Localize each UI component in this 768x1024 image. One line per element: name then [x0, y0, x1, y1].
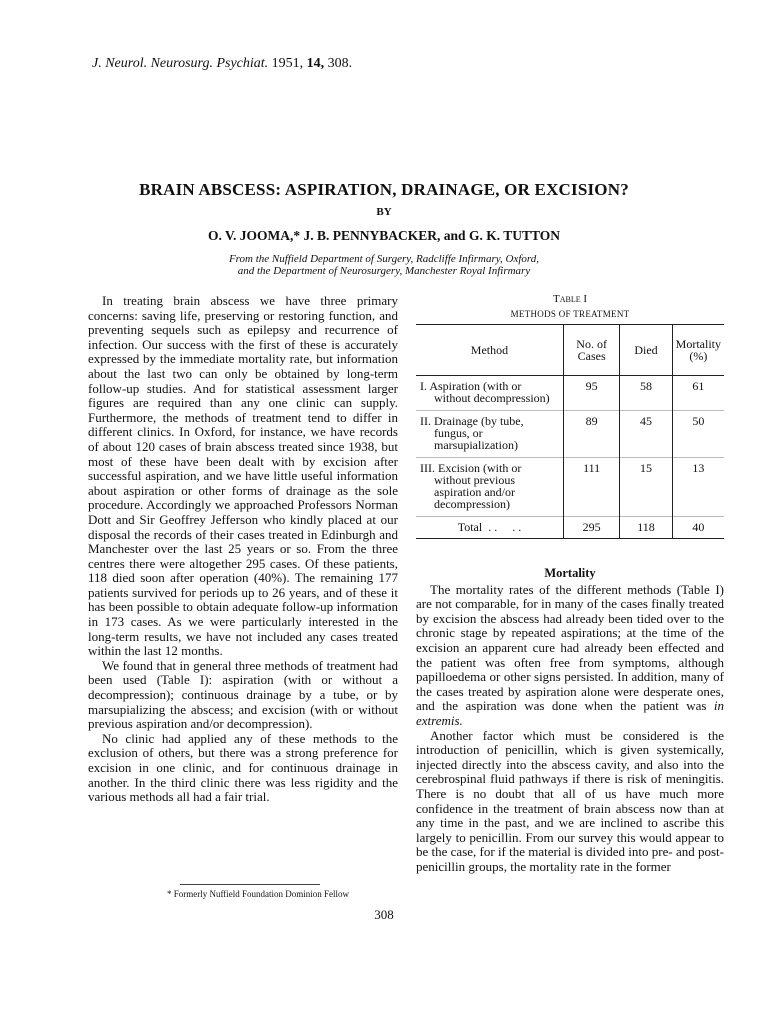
treatment-table [416, 324, 724, 539]
total-label: Total . . . . [457, 520, 522, 534]
row-died: 58 [620, 376, 672, 411]
total-died: 118 [620, 517, 672, 539]
footnote-divider [180, 884, 320, 885]
row-cases: 111 [563, 458, 619, 517]
table-row [416, 411, 724, 458]
row-method: II. Drainage (by tube, fungus, or marsupialization) [420, 414, 524, 452]
affiliation-line-1: From the Nuffield Department of Surgery, Radcliffe Infirmary, Oxford, [228, 253, 540, 265]
header-died: Died [620, 325, 672, 376]
table-total-row [416, 517, 724, 539]
table-subcaption: METHODS OF TREATMENT [510, 309, 630, 319]
right-column [416, 566, 724, 874]
paragraph [416, 583, 724, 729]
row-died: 45 [620, 411, 672, 458]
left-column [88, 294, 398, 805]
journal-name: J. Neurol. Neurosurg. Psychiat. [92, 56, 269, 71]
row-mortality: 61 [672, 376, 724, 411]
section-heading: Mortality [544, 566, 596, 580]
paragraph: No clinic had applied any of these methods to the exclusion of others, but there was a strong preference for excision in one clinic, and for continuous drainage in another. In the third clinic there was less rigidity and the various methods all had a fair trial. [88, 730, 398, 805]
row-died: 15 [620, 458, 672, 517]
authors: O. V. JOOMA,* J. B. PENNYBACKER, and G. K. TUTTON [208, 228, 560, 243]
journal-volume: 14, [306, 56, 325, 71]
row-method: I. Aspiration (with or without decompression) [420, 379, 550, 405]
journal-year: 1951, [271, 56, 304, 71]
row-mortality: 50 [672, 411, 724, 458]
by-line: BY [376, 206, 392, 218]
table-row [416, 458, 724, 517]
article-title: BRAIN ABSCESS: ASPIRATION, DRAINAGE, OR EXCISION? [139, 180, 629, 199]
table-caption: Table I [552, 293, 588, 305]
table-row [416, 376, 724, 411]
header-cases: No. of Cases [563, 325, 619, 376]
paragraph: Another factor which must be considered is the introduction of penicillin, which is given systemically, injected directly into the abscess cavity, and also into the cerebrospinal fluid pathways if there is risk of meningitis. There is no doubt that all of us have much more confidence in the treatment of brain abscess now than at any time in the past, and we are inclined to ascribe this largely to penicillin. From our survey this would appear to be the case, for if the material is divided into pre- and post-penicillin groups, the mortality rate in the former [416, 727, 724, 874]
row-method: III. Excision (with or without previous aspiration and/or decompression) [420, 461, 522, 511]
paragraph: We found that in general three methods of treatment had been used (Table I): aspiration (with or without a decompression); continuous drainage by a tube, or by marsupializing the abscess; and excision (with or without previous aspiration and/or decompression). [88, 657, 398, 732]
row-mortality: 13 [672, 458, 724, 517]
header-mortality: Mortality (%) [672, 325, 724, 376]
paragraph-text: The mortality rates of the different methods (Table I) are not comparable, for in many of the cases finally treated by excision the abscess had already been tided over to the chronic stage by repeated aspirations; at the time of the excision an apparent cure had already been effected and the patient was often free from symptoms, although papilloedema or other signs persisted. In addition, many of the cases treated by aspiration alone were desperate ones, and the aspiration was done when the patient was [416, 581, 724, 714]
italic-phrase: in extremis. [416, 698, 724, 728]
row-cases: 89 [563, 411, 619, 458]
total-cases: 295 [563, 517, 619, 539]
affiliation-line-2: and the Department of Neurosurgery, Manchester Royal Infirmary [237, 265, 531, 277]
paragraph: In treating brain abscess we have three primary concerns: saving life, preserving or restoring function, and preventing sequels such as epilepsy and recurrence of infection. Our success with the first of these is accurately expressed by the immediate mortality rate, but information about the last two can only be obtained by long-term follow-up studies. And for statistical assessment larger figures are required than any one clinic can supply. Furthermore, the methods of treatment tend to differ in different clinics. In Oxford, for instance, we have records of about 120 cases of brain abscess treated since 1938, but most of these have been dealt with by excision after successful aspiration, and we have little useful information about aspiration or other forms of drainage as the sole procedure. Accordingly we approached Professors Norman Dott and Sir Geoffrey Jefferson who kindly placed at our disposal the records of their cases treated in Edinburgh and Manchester over the last 25 years or so. From the three centres there were altogether 295 cases. Of these patients, 118 died soon after operation (40%). The remaining 177 patients survived for periods up to 26 years, and of these it has been possible to obtain adequate follow-up information in 173 cases. As we were particularly interested in the long-term results, we have not included any cases treated within the last 12 months. [88, 293, 398, 659]
table-header-row [416, 325, 724, 376]
header-method: Method [470, 343, 509, 357]
row-cases: 95 [563, 376, 619, 411]
footnote: * Formerly Nuffield Foundation Dominion Fellow [166, 889, 350, 899]
journal-citation [92, 56, 352, 72]
total-mortality: 40 [672, 517, 724, 539]
journal-page: 308. [327, 56, 353, 71]
page-number: 308 [374, 907, 394, 922]
